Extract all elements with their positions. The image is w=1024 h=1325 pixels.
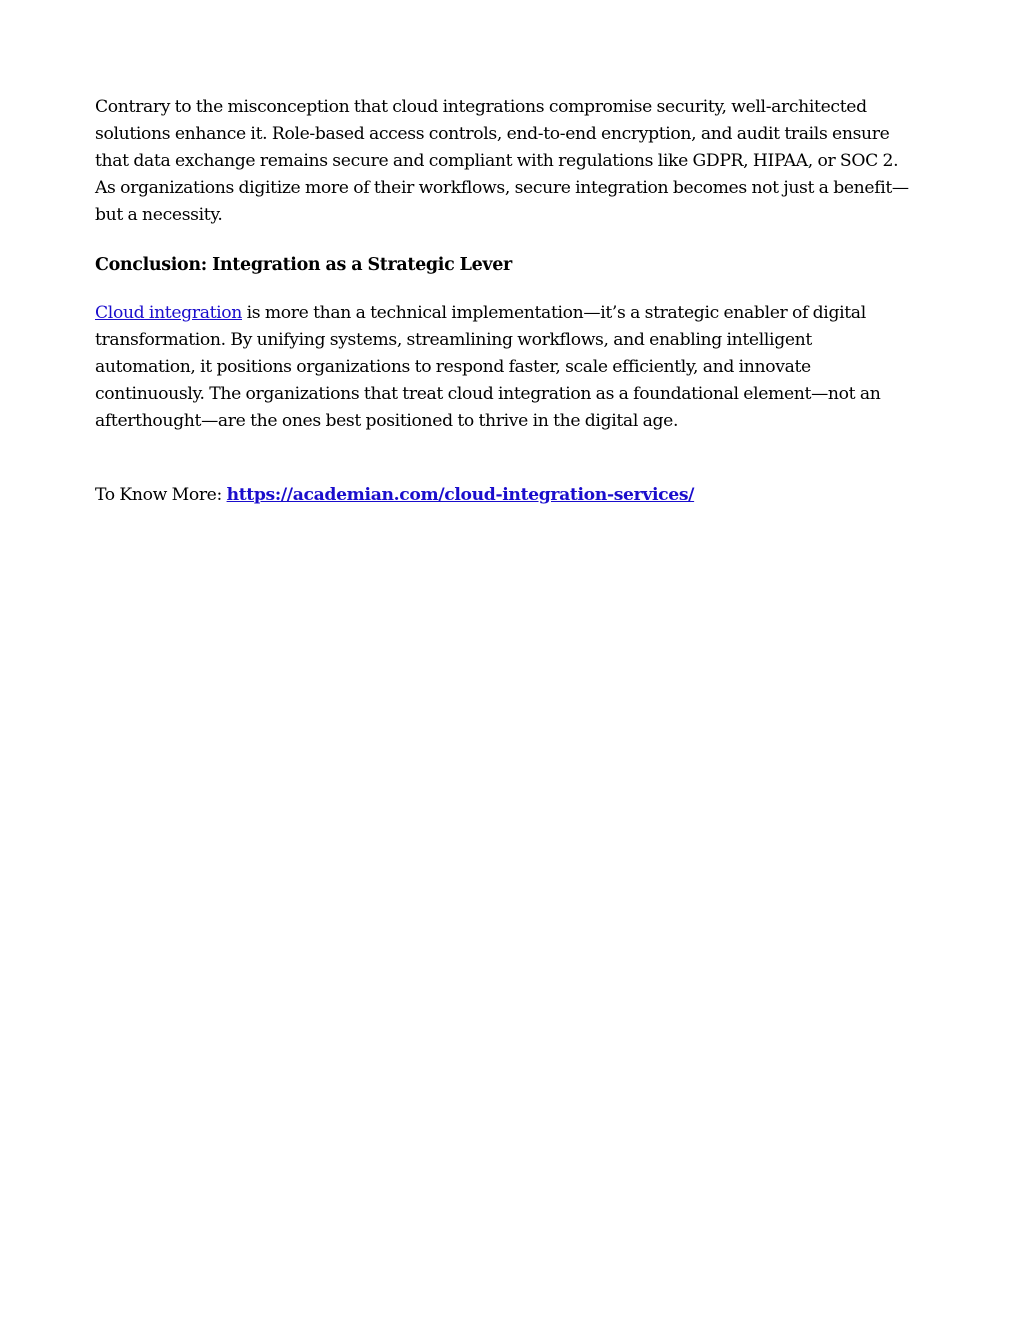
know-more-line — [95, 482, 915, 509]
conclusion-paragraph-text: is more than a technical implementation—it’s a strategic enabler of digital transformation. By unifying systems, streamlining workflows, and enabling intelligent automation, it positions organizations to respond faster, scale efficiently, and innovate continuously. The organizations that treat cloud integration as a foundational element—not an afterthought—are the ones best positioned to thrive in the digital age. — [95, 303, 881, 431]
know-more-url-link[interactable]: https://academian.com/cloud-integration-services/ — [226, 485, 695, 505]
conclusion-heading: Conclusion: Integration as a Strategic Lever — [95, 255, 512, 275]
know-more-label: To Know More: — [95, 485, 227, 505]
security-paragraph: Contrary to the misconception that cloud integrations compromise security, well-architected solutions enhance it. Role-based access controls, end-to-end encryption, and audit trails ensure that data exchange remains secure and compliant with regulations like GDPR, HIPAA, or SOC 2. As organizations digitize more of their workflows, secure integration becomes not just a benefit—but a necessity. — [95, 97, 909, 225]
conclusion-paragraph — [95, 300, 915, 435]
document-page — [95, 94, 915, 509]
cloud-integration-link[interactable]: Cloud integration — [95, 303, 243, 323]
